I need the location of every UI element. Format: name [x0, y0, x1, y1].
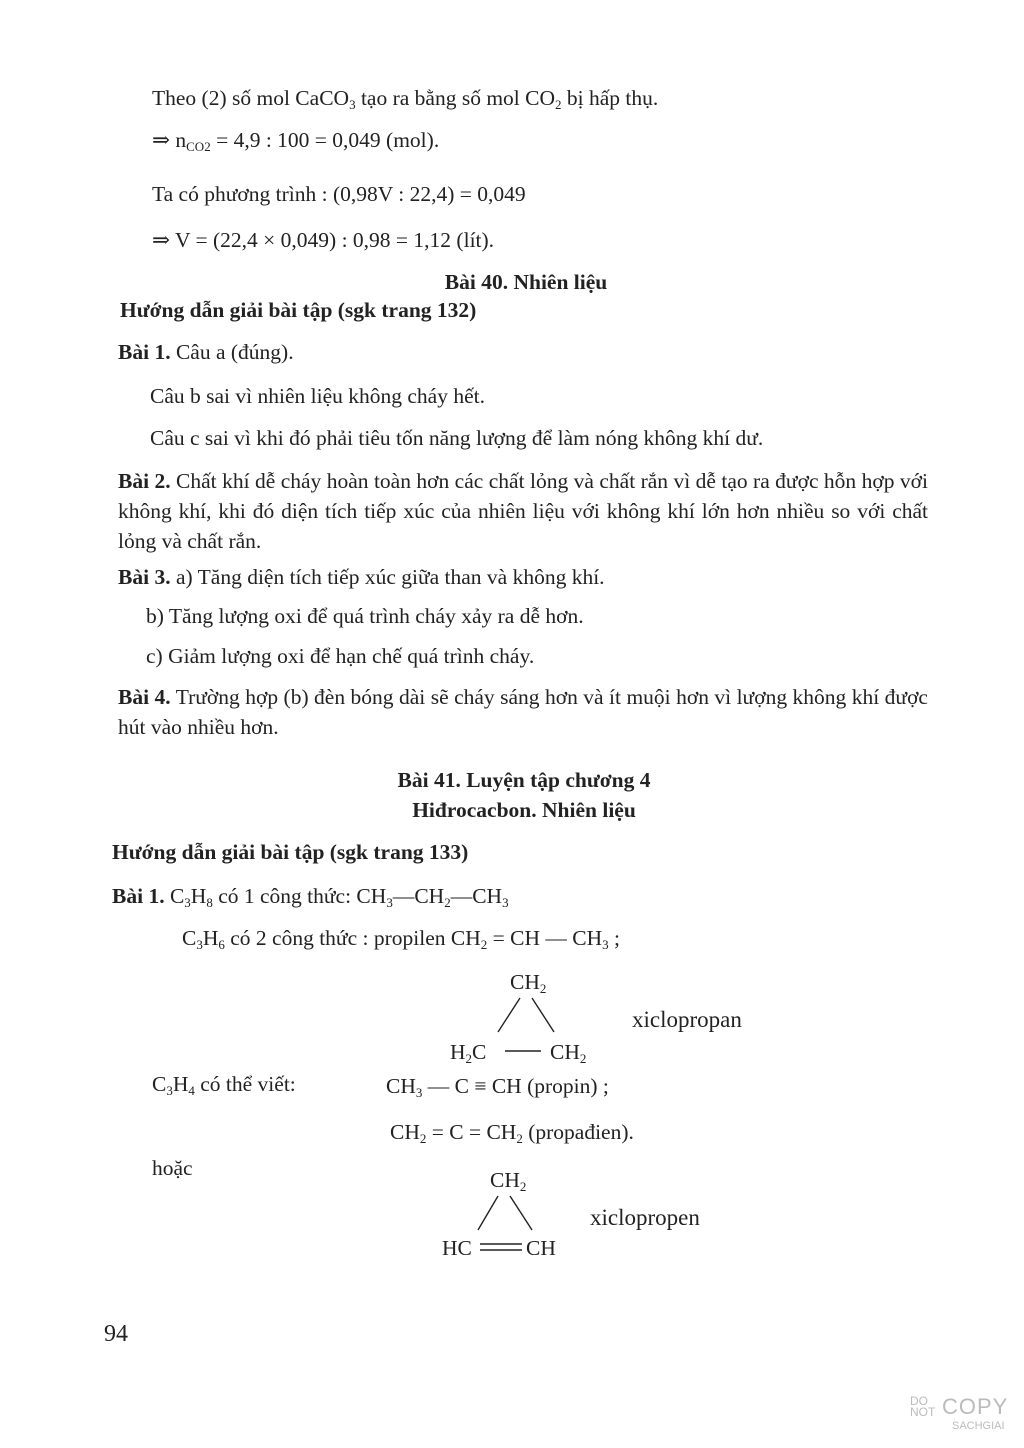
subscript: 3 [602, 937, 609, 952]
text: H [450, 1040, 466, 1064]
subscript: 2 [480, 937, 488, 952]
text-line-equation: Ta có phương trình : (0,98V : 22,4) = 0,049 [152, 182, 526, 206]
bai40-ex3-c: c) Giảm lượng oxi để hạn chế quá trình cháy. [146, 644, 535, 668]
text: tạo ra bằng số mol CO [355, 86, 556, 110]
text: Trường hợp (b) đèn bóng dài sẽ cháy sáng hơn và ít muội hơn vì lượng không khí được hút vào nhiều hơn. [118, 685, 928, 739]
exercise-label: Bài 1. [112, 884, 165, 908]
bai40-ex4 [118, 682, 928, 742]
text: — C ≡ CH (propin) ; [422, 1074, 609, 1098]
text: CH [490, 1168, 520, 1192]
section-subtitle-bai41: Hiđrocacbon. Nhiên liệu [412, 798, 636, 822]
text: ; [608, 926, 620, 950]
subscript: 4 [188, 1083, 195, 1098]
guide-heading-bai40: Hướng dẫn giải bài tập (sgk trang 132) [120, 298, 477, 322]
subscript: 2 [539, 981, 547, 996]
bai41-c3h8 [112, 882, 509, 910]
text-line-moles-caco3 [152, 84, 658, 112]
page-number: 94 [104, 1321, 128, 1347]
text: có 1 công thức: CH [212, 884, 387, 908]
subscript: 3 [166, 1083, 173, 1098]
propin-formula [386, 1072, 609, 1100]
text: H [202, 926, 219, 950]
bai40-ex1-c: Câu c sai vì khi đó phải tiêu tốn năng lượng để làm nóng không khí dư. [150, 426, 764, 450]
subscript: 3 [184, 895, 191, 910]
subscript: 3 [349, 97, 356, 112]
text: NOT [910, 1405, 936, 1419]
text: C [182, 926, 197, 950]
bai40-ex3-a [118, 563, 605, 591]
text: CH [386, 1074, 416, 1098]
cyc1-left-atom [450, 1038, 486, 1066]
text: C [152, 1072, 167, 1096]
exercise-label: Bài 1. [118, 340, 171, 364]
cyc1-name: xiclopropan [632, 1007, 742, 1032]
subscript: 2 [516, 1131, 523, 1146]
propadien-formula [390, 1118, 634, 1146]
text: = CH — CH [487, 926, 603, 950]
text: CH [550, 1040, 580, 1064]
text: a) Tăng diện tích tiếp xúc giữa than và không khí. [170, 565, 605, 589]
text: (propađien). [522, 1120, 634, 1144]
subscript: 2 [579, 1051, 587, 1066]
watermark-logo [910, 1394, 1010, 1434]
subscript: 3 [386, 895, 393, 910]
subscript: 3 [502, 895, 509, 910]
exercise-label: Bài 2. [118, 469, 171, 493]
bai40-ex3-b: b) Tăng lượng oxi để quá trình cháy xảy ra dễ hơn. [146, 604, 584, 628]
text: CH [510, 970, 540, 994]
text-line-n-co2 [152, 126, 439, 154]
cyc1-bottom-bond [503, 1046, 543, 1056]
cyc2-top-atom [490, 1166, 526, 1194]
text-line-volume: ⇒ V = (22,4 × 0,049) : 0,98 = 1,12 (lít). [152, 228, 495, 252]
subscript: CO2 [186, 139, 211, 154]
text: H [190, 884, 207, 908]
text: C [164, 884, 185, 908]
watermark-site: SACHGIAI [952, 1420, 1005, 1432]
subscript: 3 [196, 937, 203, 952]
text: CH [390, 1120, 420, 1144]
subscript: 2 [465, 1051, 473, 1066]
subscript: 8 [206, 895, 213, 910]
text: có thể viết: [194, 1072, 296, 1096]
section-title-bai41: Bài 41. Luyện tập chương 4 [397, 768, 651, 792]
text: DO [910, 1394, 928, 1408]
cyc1-bonds [490, 996, 560, 1036]
text: = 4,9 : 100 = 0,049 (mol). [210, 128, 440, 152]
subscript: 2 [519, 1179, 527, 1194]
section-title-bai40: Bài 40. Nhiên liệu [444, 270, 608, 294]
cyc2-name: xiclopropen [590, 1205, 700, 1230]
text: bị hấp thụ. [561, 86, 659, 110]
bai40-ex1 [118, 338, 294, 366]
subscript: 2 [444, 895, 451, 910]
cyc2-double-bond [478, 1240, 524, 1254]
text: C [472, 1040, 487, 1064]
text: —CH [392, 884, 445, 908]
exercise-label: Bài 3. [118, 565, 171, 589]
subscript: 3 [415, 1085, 423, 1100]
cyc2-bonds [470, 1194, 540, 1234]
text: = C = CH [426, 1120, 517, 1144]
text: Câu a (đúng). [170, 340, 294, 364]
text: có 2 công thức : propilen CH [224, 926, 481, 950]
text: Chất khí dễ cháy hoàn toàn hơn các chất lỏng và chất rắn vì dễ tạo ra được hỗn hợp với không khí, khi đó diện tích tiếp xúc của nhiên liệu với không khí lớn hơn nhiều so với chất lỏng và chất rắn. [118, 469, 928, 553]
subscript: 2 [419, 1131, 427, 1146]
text: ⇒ n [152, 128, 187, 152]
cyc1-right-atom [550, 1038, 586, 1066]
bai40-ex2 [118, 466, 928, 556]
cyc2-right-atom: CH [526, 1236, 556, 1260]
cyc2-left-atom: HC [442, 1236, 472, 1260]
watermark-do-not [910, 1396, 940, 1418]
bai41-c3h6 [182, 924, 620, 952]
cyc1-top-atom [510, 968, 546, 996]
exercise-label: Bài 4. [118, 685, 171, 709]
guide-heading-bai41: Hướng dẫn giải bài tập (sgk trang 133) [112, 840, 469, 864]
bai41-c3h4 [152, 1070, 296, 1098]
text: —CH [450, 884, 503, 908]
text: Theo (2) số mol CaCO [152, 86, 350, 110]
subscript: 6 [218, 937, 225, 952]
watermark-copy: COPY [942, 1394, 1009, 1419]
text: H [172, 1072, 189, 1096]
bai40-ex1-b: Câu b sai vì nhiên liệu không cháy hết. [150, 384, 485, 408]
hoac-text: hoặc [152, 1156, 193, 1180]
subscript: 2 [555, 97, 562, 112]
